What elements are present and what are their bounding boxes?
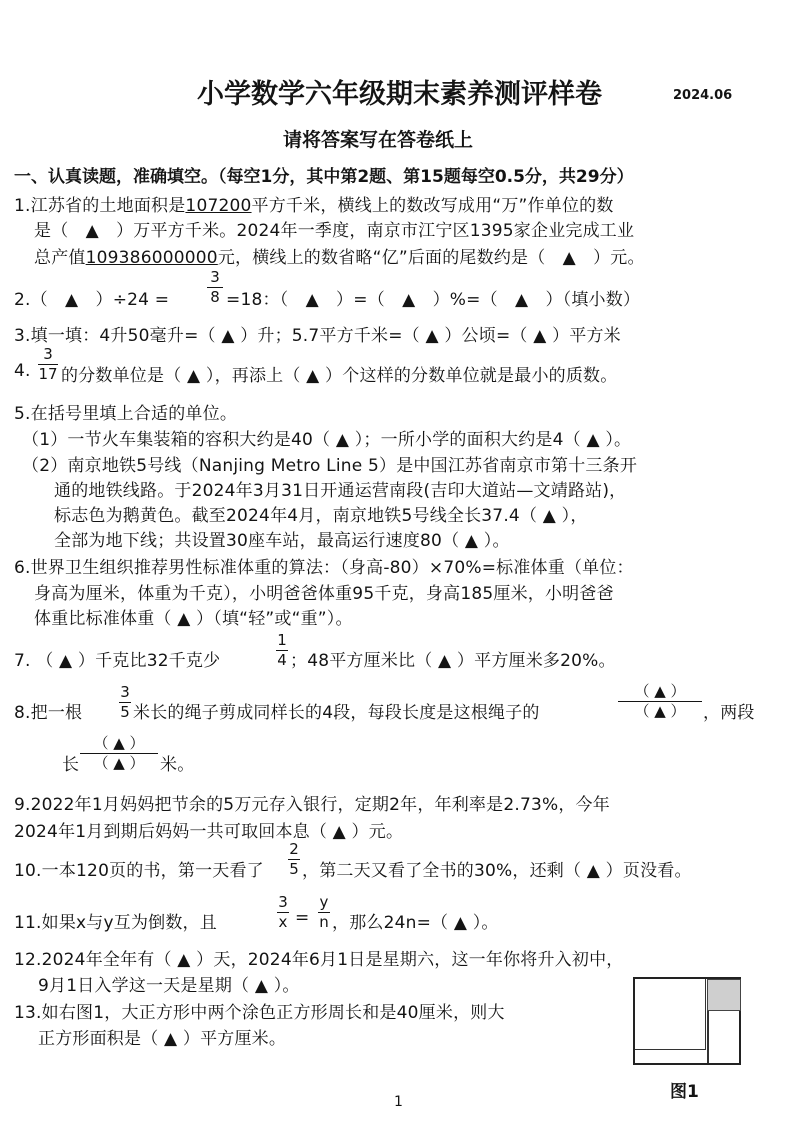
- question-13-line-2: 正方形面积是（ ▲ ）平方厘米。: [38, 1029, 287, 1049]
- question-1-line-1: 1.江苏省的土地面积是107200平方千米，横线上的数改写成用“万”作单位的数: [14, 196, 614, 216]
- question-2-part-a: 2.（ ▲ ）÷24 =: [14, 290, 170, 310]
- question-2-part-b: =18：（ ▲ ）=（ ▲ ）%=（ ▲ ）（填小数）: [226, 290, 641, 310]
- question-5-part-1: （1）一节火车集装箱的容积大约是40（ ▲ ）；一所小学的面积大约是4（ ▲ ）。: [22, 430, 632, 450]
- answer-blank-fraction[interactable]: （ ▲ ） （ ▲ ）: [618, 683, 702, 720]
- equals-sign: =: [295, 908, 310, 928]
- instruction-subtitle: 请将答案写在答卷纸上: [283, 129, 474, 151]
- question-5-part-2-line-2: 通的地铁线路。于2024年3月31日开通运营南段(吉印大道站—文靖路站)，: [54, 481, 627, 501]
- figure-1-divider-line: [707, 1011, 709, 1063]
- exam-date: 2024.06: [673, 88, 733, 103]
- question-5-intro: 5.在括号里填上合适的单位。: [14, 404, 238, 424]
- question-7-part-b: ；48平方厘米比（ ▲ ）平方厘米多20%。: [290, 651, 616, 671]
- question-8-part-c: ，两段: [703, 703, 755, 723]
- question-1-line-3: 总产值109386000000元，横线上的数省略“亿”后面的尾数约是（ ▲ ）元。: [34, 248, 645, 268]
- question-6-line-2: 身高为厘米，体重为千克），小明爸爸体重95千克，身高185厘米，小明爸爸: [34, 584, 614, 604]
- question-10-part-b: ，第二天又看了全书的30%，还剩（ ▲ ）页没看。: [302, 861, 692, 881]
- page-number: 1: [394, 1094, 403, 1110]
- question-9-line-2: 2024年1月到期后妈妈一共可取回本息（ ▲ ）元。: [14, 822, 404, 842]
- question-11-part-a: 11.如果x与y互为倒数，且: [14, 913, 217, 933]
- fraction: 3 5: [120, 683, 130, 721]
- question-4-number: 4.: [14, 361, 31, 381]
- question-9-line-1: 9.2022年1月妈妈把节余的5万元存入银行，定期2年，年利率是2.73%，今年: [14, 795, 610, 815]
- question-8-part-b: 米长的绳子剪成同样长的4段，每段长度是这根绳子的: [133, 703, 540, 723]
- question-11-part-b: ，那么24n=（ ▲ ）。: [332, 913, 499, 933]
- question-7-part-a: 7. （ ▲ ）千克比32千克少: [14, 651, 221, 671]
- question-10-part-a: 10.一本120页的书，第一天看了: [14, 861, 264, 881]
- question-1-line-2: 是（ ▲ ）万平方千米。2024年一季度，南京市江宁区1395家企业完成工业: [34, 221, 635, 241]
- fraction: 1 4: [277, 631, 287, 669]
- question-5-part-2-line-4: 全部为地下线；共设置30座车站，最高运行速度80（ ▲ ）。: [54, 531, 510, 551]
- underlined-number: 109386000000: [85, 248, 218, 268]
- figure-1-big-square: [633, 977, 741, 1065]
- fraction: 3 8: [207, 269, 223, 306]
- answer-blank-fraction[interactable]: （ ▲ ） （ ▲ ）: [80, 735, 158, 772]
- question-13-line-1: 13.如右图1，大正方形中两个涂色正方形周长和是40厘米，则大: [14, 1003, 505, 1023]
- underlined-number: 107200: [185, 196, 252, 216]
- question-12-line-2: 9月1日入学这一天是星期（ ▲ ）。: [38, 976, 300, 996]
- question-8-part-e: 米。: [160, 755, 195, 775]
- page-title: 小学数学六年级期末素养测评样卷: [197, 79, 602, 110]
- fraction: y n: [319, 893, 329, 931]
- question-4-text: 的分数单位是（ ▲ ），再添上（ ▲ ）个这样的分数单位就是最小的质数。: [61, 366, 618, 386]
- question-6-line-1: 6.世界卫生组织推荐男性标准体重的算法：（身高-80）×70%=标准体重（单位：: [14, 558, 634, 578]
- figure-1-large-shaded-square: [635, 979, 706, 1050]
- figure-1-small-shaded-square: [707, 979, 741, 1011]
- question-5-part-2-line-1: （2）南京地铁5号线（Nanjing Metro Line 5）是中国江苏省南京市第十三条开: [22, 456, 638, 476]
- fraction: 2 5: [289, 840, 299, 878]
- fraction: 3 17: [38, 345, 58, 383]
- question-3: 3.填一填：4升50毫升=（ ▲ ）升；5.7平方千米=（ ▲ ）公顷=（ ▲ ）平方米: [14, 326, 621, 346]
- section-heading: 一、认真读题，准确填空。（每空1分，其中第2题、第15题每空0.5分，共29分）: [14, 167, 634, 187]
- question-6-line-3: 体重比标准体重（ ▲ ）（填“轻”或“重”）。: [34, 609, 353, 629]
- question-12-line-1: 12.2024年全年有（ ▲ ）天，2024年6月1日是星期六，这一年你将升入初中，: [14, 950, 624, 970]
- fraction: 3 x: [278, 893, 288, 931]
- question-8-part-a: 8.把一根: [14, 703, 83, 723]
- question-5-part-2-line-3: 标志色为鹅黄色。截至2024年4月，南京地铁5号线全长37.4（ ▲ ），: [54, 506, 588, 526]
- question-8-part-d: 长: [62, 755, 80, 775]
- figure-1-label: 图1: [670, 1082, 699, 1102]
